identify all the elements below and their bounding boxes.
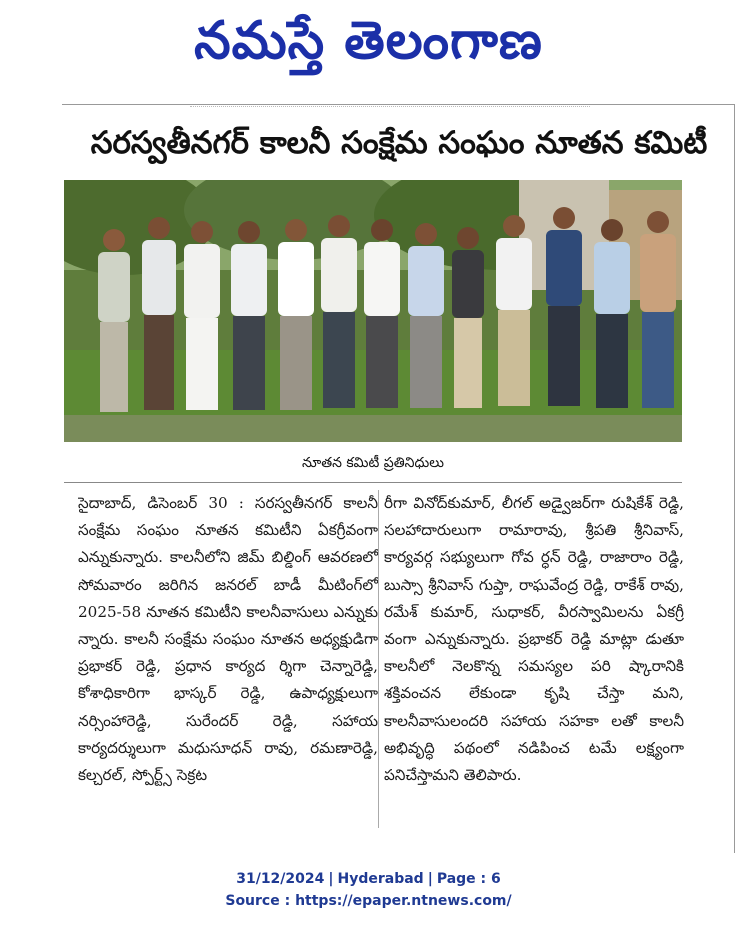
- newspaper-masthead: నమస్తే తెలంగాణ: [194, 11, 543, 71]
- footer-page: Page : 6: [436, 871, 501, 887]
- footer-edition-info: [0, 869, 737, 889]
- photo-caption: నూతన కమిటీ ప్రతినిధులు: [302, 455, 444, 471]
- article-body-column-right: రీగా వినోద్‌కుమార్, లీగల్ అడ్వైజర్‌గా రుషికేశ్ రెడ్డి, సలహాదారులుగా రామారావు, శ్రీపతి శ్రీనివాస్, కార్యవర్గ సభ్యులుగా గోవ ర్ధన్ రెడ్డి, రాజారాం రెడ్డి, బుస్సా శ్రీనివాస్ గుప్తా, రాఘవేంద్ర రెడ్డి, రాకేశ్ రావు, రమేశ్ కుమార్, సుధాకర్, వీరస్వామిలను ఏకగ్రీ వంగా ఎన్నుకున్నారు. ప్రభాకర్ రెడ్డి మాట్లా డుతూ కాలనీలో నెలకొన్న సమస్యల పరి ష్కారానికి శక్తివంచన లేకుండా కృషి చేస్తా మని, కాలనీవాసులందరి సహాయ సహకా లతో కాలనీ అభివృద్ధి పథంలో నడిపించ టమే లక్ష్యంగా పనిచేస్తామని తెలిపారు.: [384, 494, 684, 785]
- group-photo-illustration: [64, 180, 682, 442]
- column-divider: [378, 490, 379, 828]
- caption-divider: [64, 482, 682, 483]
- next-article-cutoff: [102, 842, 322, 854]
- article-body-column-left: సైదాబాద్, డిసెంబర్ 30 : సరస్వతీనగర్ కాలనీ సంక్షేమ సంఘం నూతన కమిటీని ఏకగ్రీవంగా ఎన్నుకున్నారు. కాలనీలోని జిమ్ బిల్డింగ్ ఆవరణలో సోమవారం జరిగిన జనరల్ బాడీ మీటింగ్‌లో 2025-58 నూతన కమిటీని కాలనీవాసులు ఎన్నుకు న్నారు. కాలనీ సంక్షేమ సంఘం నూతన అధ్యక్షుడిగా ప్రభాకర్ రెడ్డి, ప్రధాన కార్యద ర్శిగా చెన్నారెడ్డి, కోశాధికారిగా భాస్కర్ రెడ్డి, ఉపాధ్యక్షులుగా నర్సింహారెడ్డి, సురేందర్ రెడ్డి, సహాయ కార్యదర్శులుగా మధుసూధన్ రావు, రమణారెడ్డి, కల్చరల్, స్పోర్ట్స్ సెక్రట: [78, 494, 378, 785]
- footer-separator: |: [328, 871, 334, 887]
- committee-group-photo: [64, 180, 682, 442]
- footer-source: Source : https://epaper.ntnews.com/: [225, 893, 512, 909]
- footer-date: 31/12/2024: [236, 871, 325, 887]
- article-headline: సరస్వతీనగర్ కాలనీ సంక్షేమ సంఘం నూతన కమిటీ: [90, 125, 708, 161]
- footer-city: Hyderabad: [337, 871, 424, 887]
- footer-separator: |: [427, 871, 433, 887]
